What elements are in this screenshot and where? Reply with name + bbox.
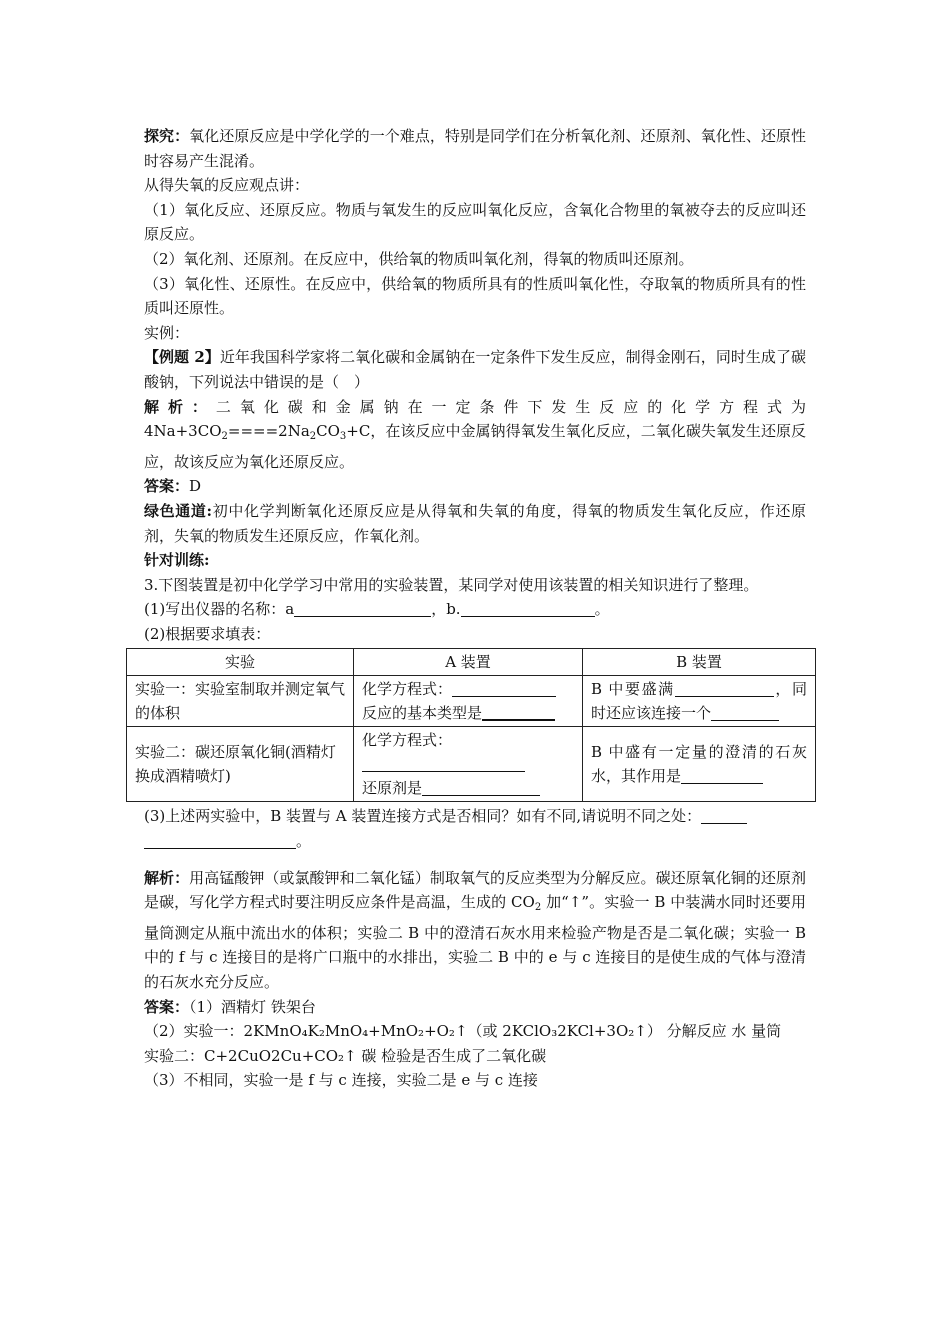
answer-2-line-4: （3）不相同，实验一是 f 与 c 连接，实验二是 e 与 c 连接 — [144, 1071, 538, 1090]
row-1-device-b — [583, 676, 816, 727]
table-row — [127, 727, 816, 802]
equation-part: CO — [316, 422, 340, 441]
row-2-equation-blank[interactable] — [362, 756, 525, 772]
document-content — [135, 124, 807, 1093]
intro-paragraph — [144, 124, 806, 173]
answer-2-line-2: （2）实验一：2KMnO₄K₂MnO₄+MnO₂+O₂↑（或 2KClO₃2KCl+3O₂↑） 分解反应 水 量筒 — [144, 1022, 782, 1041]
experiment-table — [126, 648, 816, 802]
answer-2-label: 答案： — [144, 997, 190, 1016]
analysis-1-label: 解析： — [144, 397, 216, 416]
intro-text: 氧化还原反应是中学化学的一个难点，特别是同学们在分析氧化剂、还原剂、氧化性、还原性时容易产生混淆。 — [144, 127, 806, 170]
question-3-part-3 — [144, 804, 806, 853]
viewpoint-line: 从得失氧的反应观点讲： — [144, 176, 310, 195]
row-1-experiment: 实验一：实验室制取并测定氧气的体积 — [127, 676, 354, 727]
example-text: 近年我国科学家将二氧化碳和金属钠在一定条件下发生反应，制得金刚石，同时生成了碳酸钠，下列说法中错误的是（ ） — [144, 348, 806, 391]
equation-part: +C，在该反应中金属钠得氧发生氧化反应，二氧化碳失氧发生还原反应，故该反应为氧化还原反应。 — [144, 422, 806, 471]
row-2-purpose-blank[interactable] — [681, 768, 763, 784]
row-1-type-blank[interactable] — [482, 704, 555, 721]
point-3: （3）氧化性、还原性。在反应中，供给氧的物质所具有的性质叫氧化性，夺取氧的物质所具有的性质叫还原性。 — [144, 274, 806, 318]
part-3-text: (3)上述两实验中，B 装置与 A 装置连接方式是否相同？如有不同,请说明不同之处： — [144, 807, 702, 826]
analysis-2-text-2: 加“↑”。实验一 B 中装满水同时还要用量筒测定从瓶中流出水的体积；实验二 B 中的澄清石灰水用来检验产物是否是二氧化碳；实验一 B 中的 f 与 c 连接目的是将广口瓶中的水排出，实验二 B 中的 e 与 c 连接目的是使生成的气体与澄清的石灰水充分反应。 — [144, 893, 807, 992]
answer-2-line-3: 实验二：C+2CuO2Cu+CO₂↑ 碳 检验是否生成了二氧化碳 — [144, 1046, 547, 1065]
blank-difference-2[interactable] — [144, 833, 296, 849]
part-3-end: 。 — [296, 832, 312, 851]
blank-a[interactable] — [294, 601, 431, 617]
row-2-device-a — [354, 727, 583, 802]
row-2-experiment: 实验二：碳还原氧化铜(酒精灯换成酒精喷灯) — [127, 727, 354, 802]
row-1-b-text: B 中要盛满 — [591, 680, 675, 699]
analysis-1-equation — [144, 419, 806, 474]
blank-difference-1[interactable] — [701, 808, 747, 824]
answer-1-label: 答案： — [144, 477, 190, 496]
row-1-fill-blank[interactable] — [675, 681, 774, 697]
example-label: 【例题 2】 — [144, 348, 220, 367]
part-1-end: 。 — [594, 600, 610, 619]
analysis-1 — [144, 395, 806, 475]
row-1-connect-blank[interactable] — [711, 705, 779, 721]
row-1-a-text-2: 反应的基本类型是 — [362, 704, 483, 723]
part-1-text: (1)写出仪器的名称：a — [144, 600, 295, 619]
answer-2 — [144, 995, 806, 1020]
point-2: （2）氧化剂、还原剂。在反应中，供给氧的物质叫氧化剂，得氧的物质叫还原剂。 — [144, 249, 694, 268]
point-1: （1）氧化反应、还原反应。物质与氧发生的反应叫氧化反应，含氧化合物里的氧被夺去的反应叫还原反应。 — [144, 200, 806, 244]
green-channel-label: 绿色通道: — [144, 501, 213, 520]
analysis-2-subscript: 2 — [534, 902, 542, 914]
green-channel-text: 初中化学判断氧化还原反应是从得氧和失氧的角度，得氧的物质发生氧化反应，作还原剂，失氧的物质发生还原反应，作氧化剂。 — [144, 501, 806, 545]
example-heading: 实例： — [144, 323, 190, 342]
blank-b[interactable] — [461, 601, 595, 617]
equation-part: ====2Na — [227, 422, 310, 441]
row-2-reductant-blank[interactable] — [422, 780, 540, 796]
analysis-1-line — [144, 395, 806, 420]
row-1-a-text: 化学方程式： — [362, 680, 453, 699]
spacer — [144, 854, 806, 866]
analysis-2-text: 用高锰酸钾（或氯酸钾和二氧化锰）制取氧气的反应类型为分解反应。碳还原氧化铜的还原剂是碳，写化学方程式时要注明反应条件是高温，生成的 CO — [144, 868, 806, 912]
row-1-b-text-2: ，同时还应该连接一个 — [591, 680, 807, 723]
example-question — [144, 345, 806, 394]
table-row — [127, 676, 816, 727]
row-2-a-text: 化学方程式： — [362, 731, 453, 750]
row-2-device-b — [583, 727, 816, 802]
row-1-device-a — [354, 676, 583, 727]
green-channel — [144, 499, 806, 548]
table-header-device-a: A 装置 — [354, 649, 583, 676]
training-heading: 针对训练: — [144, 551, 210, 570]
part-1-text-b: ，b. — [431, 600, 461, 619]
question-3-part-1 — [144, 597, 806, 622]
equation-part: 4Na+3CO — [144, 422, 222, 441]
table-header-experiment: 实验 — [127, 649, 354, 676]
intro-label: 探究： — [144, 127, 190, 145]
answer-1-value: D — [189, 477, 202, 496]
equation-subscript: 2 — [221, 431, 228, 443]
analysis-1-text: 二氧化碳和金属钠在一定条件下发生反应的化学方程式为 — [215, 397, 806, 416]
equation-subscript: 3 — [339, 431, 347, 443]
analysis-2 — [144, 866, 806, 995]
answer-2-line-1: （1）酒精灯 铁架台 — [189, 997, 316, 1016]
question-3-part-2: (2)根据要求填表： — [144, 624, 271, 643]
row-2-b-text: B 中盛有一定量的澄清的石灰水，其作用是 — [591, 743, 807, 786]
table-header-device-b: B 装置 — [583, 649, 816, 676]
equation-subscript: 2 — [309, 431, 317, 443]
analysis-2-label: 解析： — [144, 868, 190, 887]
row-2-a-text-2: 还原剂是 — [362, 779, 423, 798]
table-header-row — [127, 649, 816, 676]
answer-1 — [144, 474, 806, 499]
question-3-stem: 3.下图装置是初中化学学习中常用的实验装置，某同学对使用该装置的相关知识进行了整理。 — [144, 575, 759, 594]
row-1-equation-blank[interactable] — [452, 681, 556, 697]
